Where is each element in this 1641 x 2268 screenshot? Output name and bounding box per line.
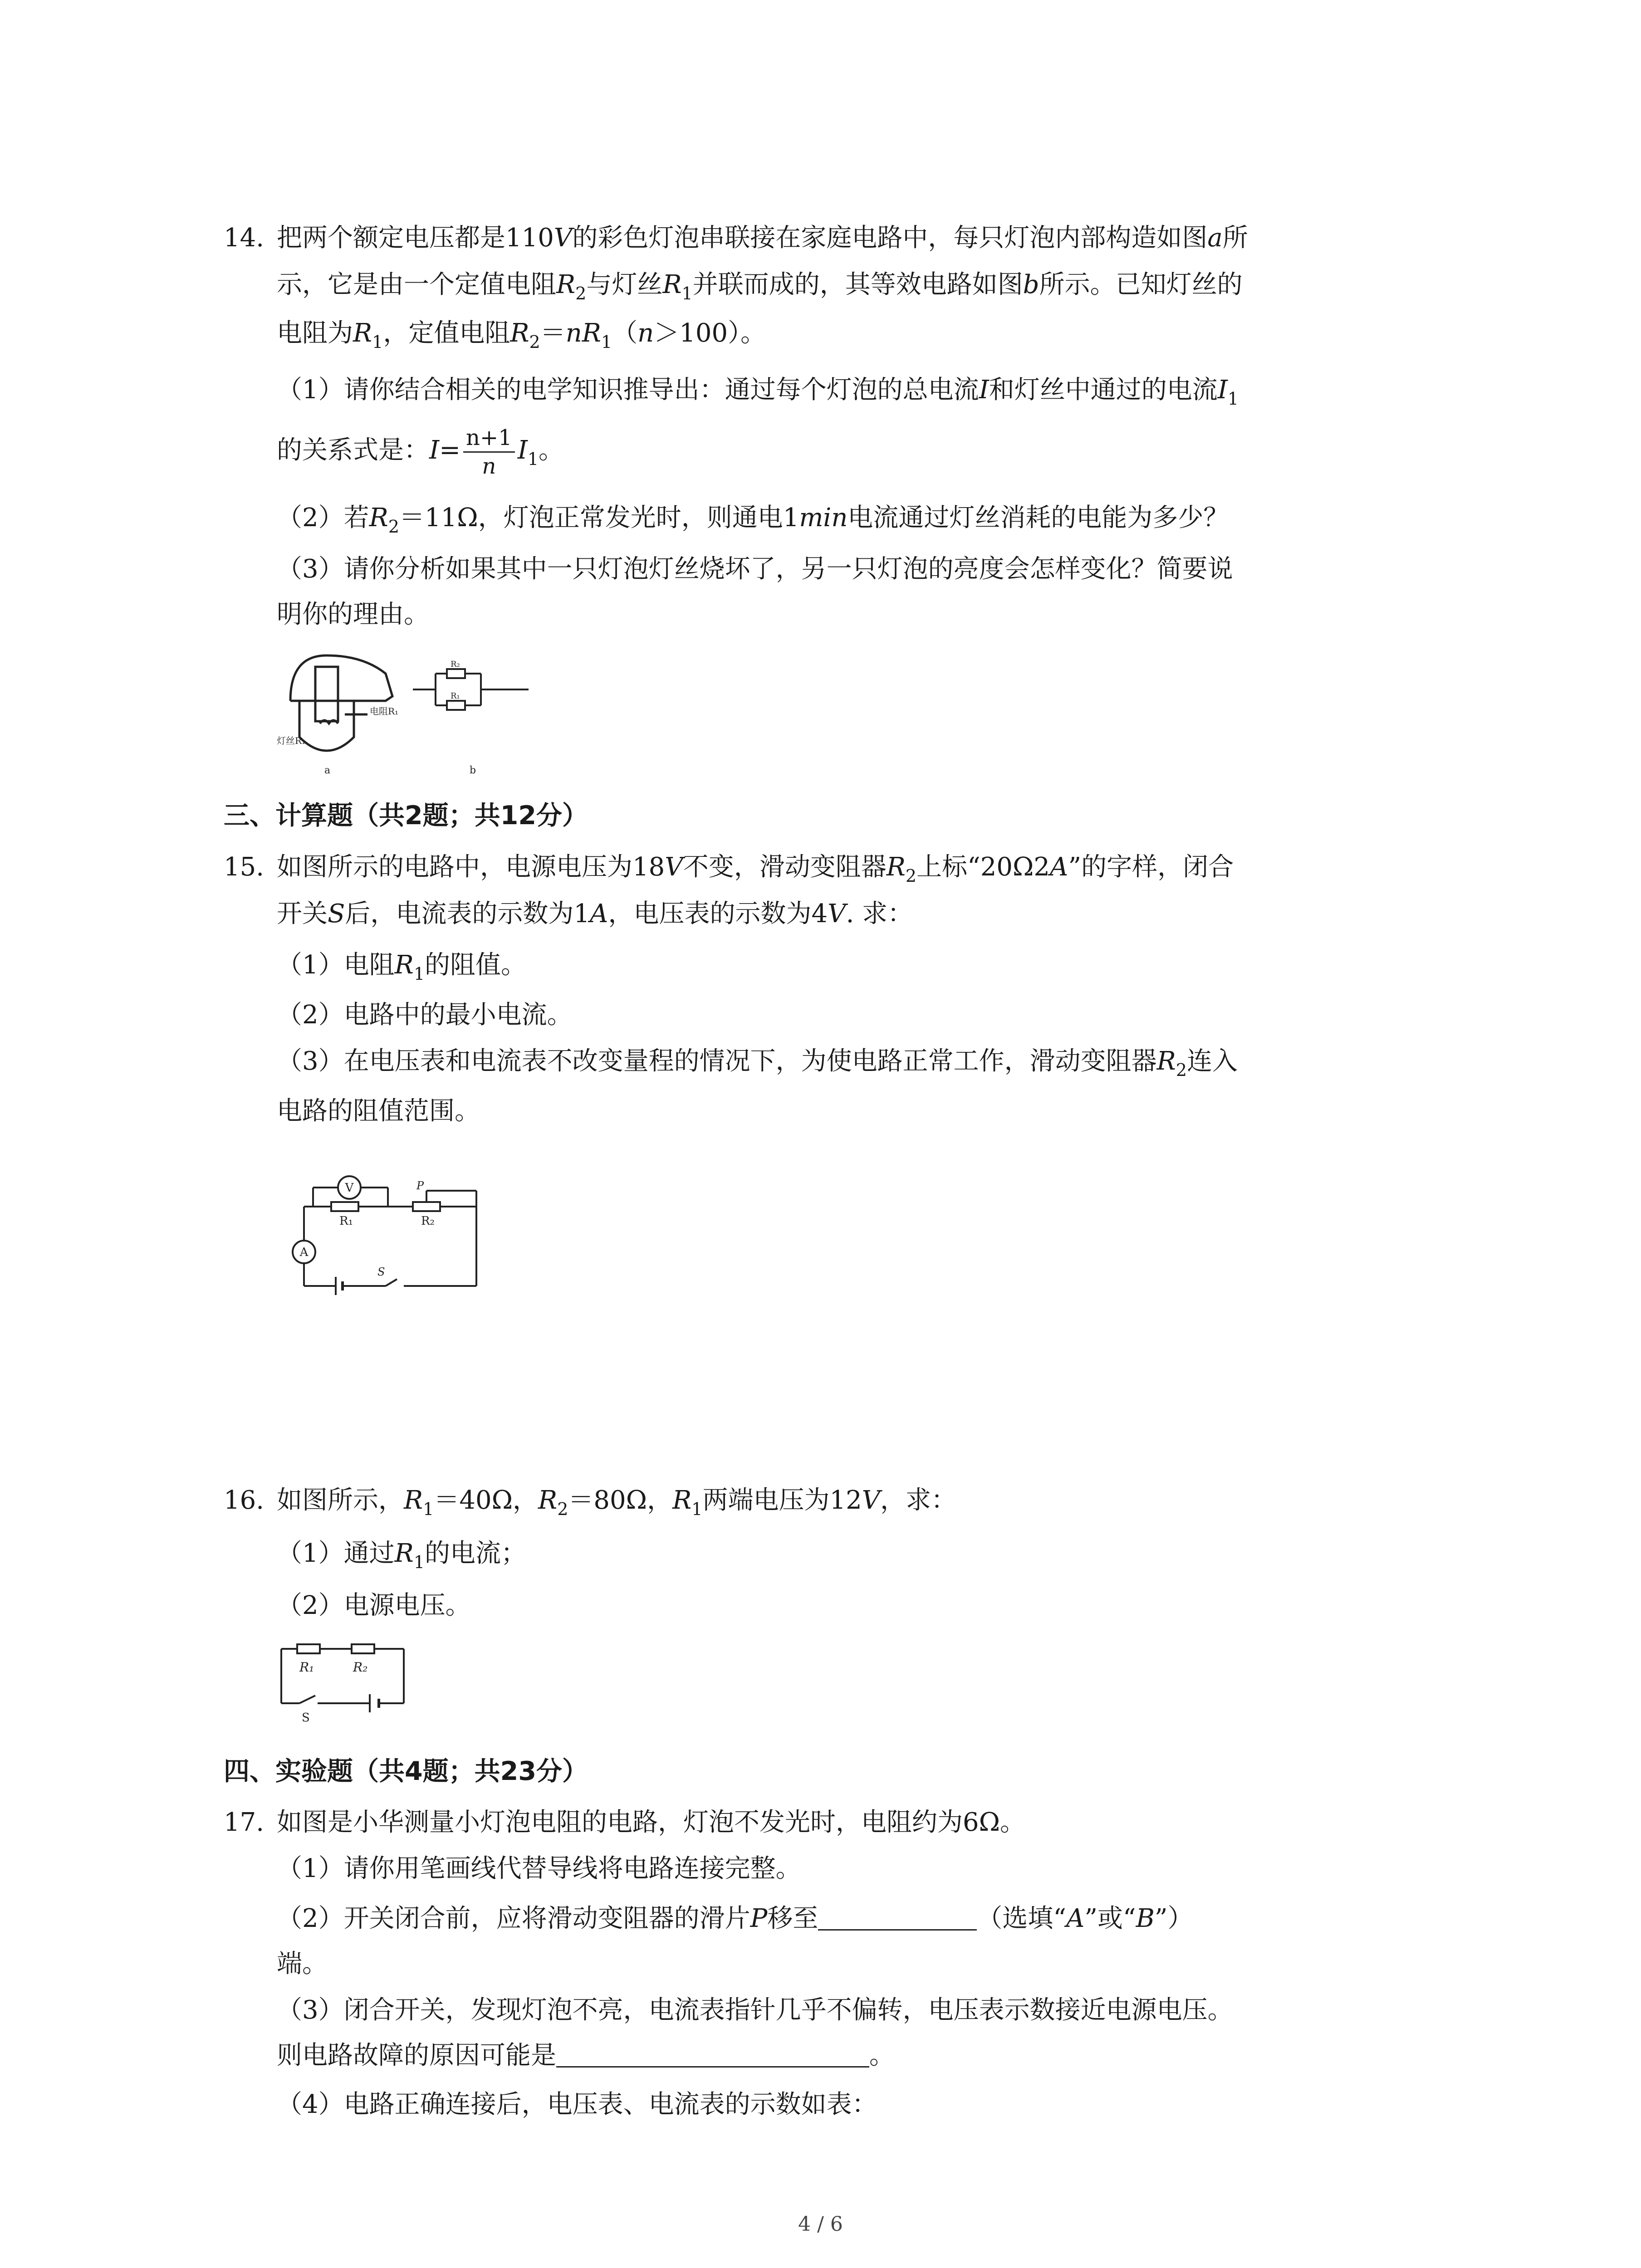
- q17-part1: （1）请你用笔画线代替导线将电路连接完整。: [277, 1854, 801, 1883]
- q14-line3: 电阻为$R_1$，定值电阻$R_2=nR_1(n>100)$。: [277, 318, 766, 352]
- q15-part1: （1）电阻$R_1$的阻值。: [277, 950, 526, 984]
- slider-label: P: [416, 1179, 424, 1192]
- section-heading-3: 三、计算题（共2题；共12分）: [224, 801, 588, 831]
- r2-label: R₂: [353, 1660, 368, 1675]
- q16-number: 16.: [224, 1486, 265, 1515]
- voltmeter-label: V: [345, 1181, 354, 1195]
- q15-part3-line2: 电路的阻值范围。: [277, 1096, 480, 1126]
- q17-part3-line1: （3）闭合开关，发现灯泡不亮，电流表指针几乎不偏转，电压表示数接近电源电压。: [277, 1995, 1233, 2025]
- answer-blank-fault[interactable]: [556, 2041, 869, 2068]
- page-number: 4 / 6: [798, 2213, 843, 2236]
- ammeter-label: A: [299, 1246, 309, 1259]
- r2-label: R₂: [421, 1214, 435, 1228]
- q15-part3-line1: （3）在电压表和电流表不改变量程的情况下，为使电路正常工作，滑动变阻器$R_2$连入: [277, 1046, 1238, 1080]
- q17-part2-line2: 端。: [277, 1949, 328, 1979]
- q14-figure: [277, 646, 540, 782]
- fig-label-b: b: [470, 765, 476, 776]
- switch-label: S: [377, 1266, 385, 1278]
- q16-part2: （2）电源电压。: [277, 1591, 471, 1620]
- q17-number: 17.: [224, 1808, 265, 1837]
- q17-part3-line2: 则电路故障的原因可能是 。: [277, 2041, 895, 2070]
- fig-label-r2: R₂: [451, 660, 460, 669]
- q15-part2: （2）电路中的最小电流。: [277, 1000, 573, 1030]
- q17-part2-line1: （2）开关闭合前，应将滑动变阻器的滑片P移至 （选填“A”或“B”）: [277, 1904, 1193, 1933]
- q15-circuit-wires: [304, 1188, 476, 1286]
- q14-part1-line1: （1）请你结合相关的电学知识推导出：通过每个灯泡的总电流I和灯丝中通过的电流$I_1$: [277, 375, 1239, 409]
- q16-circuit-figure: [272, 1633, 417, 1733]
- bulb-diagram-a: [290, 655, 392, 751]
- fig-label-resistor: 电阻R₁: [370, 706, 399, 717]
- q17-part4: （4）电路正确连接后，电压表、电流表的示数如表：: [277, 2090, 877, 2119]
- answer-blank-ab[interactable]: [818, 1904, 977, 1931]
- q14-part3-line2: 明你的理由。: [277, 600, 429, 629]
- q14-part2: （2）若$R_2=11\Omega$，灯泡正常发光时，则通电1min电流通过灯丝消耗的电能为多少？: [277, 503, 1229, 537]
- r1-label: R₁: [339, 1214, 353, 1228]
- section-heading-4: 四、实验题（共4题；共23分）: [224, 1756, 588, 1786]
- fig-label-r1: R₁: [451, 691, 460, 701]
- q15-number: 15.: [224, 852, 265, 882]
- r1-label: R₁: [299, 1660, 314, 1675]
- q16-part1: （1）通过$R_1$的电流；: [277, 1539, 526, 1572]
- q14-part1-line2: 的关系式是：I= $\frac{n+1}{n}$ $I_1$。: [277, 425, 564, 479]
- q14-line2: 示，它是由一个定值电阻$R_2$与灯丝$R_1$并联而成的，其等效电路如图b所示。已知灯丝的: [277, 270, 1243, 303]
- q14-part3-line1: （3）请你分析如果其中一只灯泡灯丝烧坏了，另一只灯泡的亮度会怎样变化？简要说: [277, 554, 1233, 584]
- fraction: $\frac{n+1}{n}$: [463, 424, 515, 480]
- switch-label: S: [302, 1711, 310, 1725]
- q15-circuit-figure: [272, 1166, 490, 1302]
- q14-number: 14.: [224, 223, 265, 253]
- fig-label-a: a: [324, 765, 331, 776]
- equivalent-circuit-b: [413, 669, 529, 710]
- q15-line2: 开关S后，电流表的示数为1A，电压表的示数为4V. 求：: [277, 899, 913, 929]
- fig-label-filament: 灯丝R₁: [277, 735, 306, 746]
